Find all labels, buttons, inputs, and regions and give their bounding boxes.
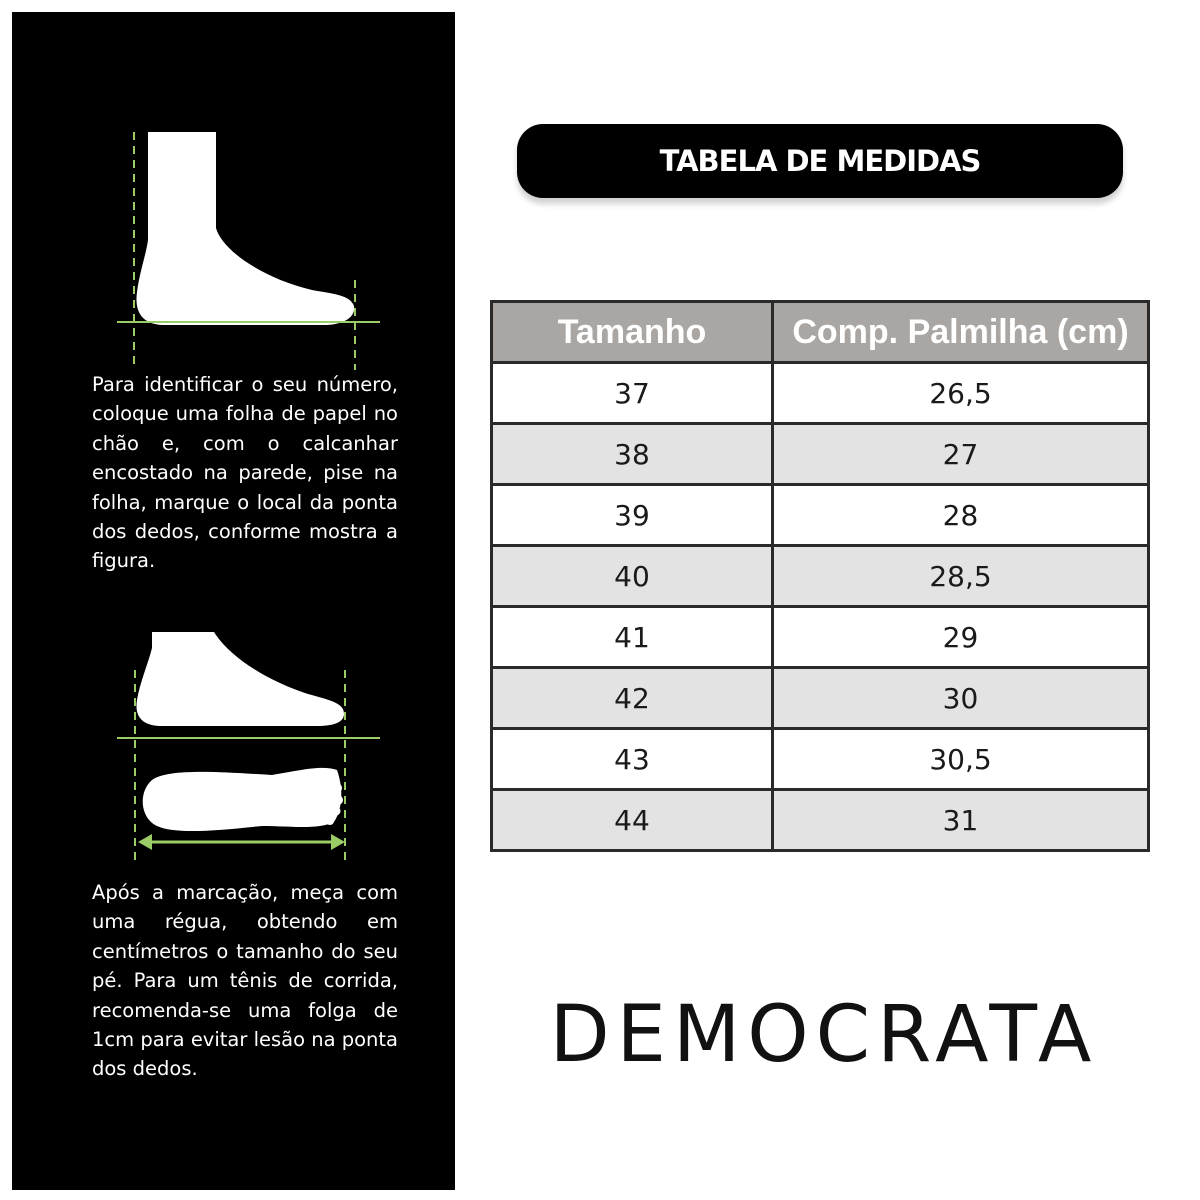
title-banner	[517, 124, 1123, 198]
table-row	[492, 607, 1149, 668]
measure-arrow-icon	[112, 630, 392, 870]
column-header-insole-length: Comp. Palmilha (cm)	[773, 302, 1149, 363]
length-cell: 30,5	[773, 729, 1149, 790]
size-table	[490, 300, 1150, 852]
length-cell: 30	[773, 668, 1149, 729]
instruction-text-1: Para identificar o seu número, coloque uma folha de papel no chão e, com o calcanhar encostado na parede, pise na folha, marque o local da ponta dos dedos, conforme mostra a figura.	[92, 373, 398, 573]
size-cell: 40	[492, 546, 773, 607]
instructions-panel	[12, 12, 455, 1190]
table-row	[492, 790, 1149, 851]
table-row	[492, 424, 1149, 485]
length-cell: 28,5	[773, 546, 1149, 607]
foot-side-icon	[112, 130, 392, 375]
table-row	[492, 546, 1149, 607]
brand-logo: DEMOCRATA	[549, 990, 1099, 1080]
column-header-size: Tamanho	[492, 302, 773, 363]
table-header-row	[492, 302, 1149, 363]
length-cell: 27	[773, 424, 1149, 485]
size-cell: 41	[492, 607, 773, 668]
page-title: TABELA DE MEDIDAS	[659, 144, 981, 178]
size-cell: 42	[492, 668, 773, 729]
length-cell: 28	[773, 485, 1149, 546]
size-cell: 37	[492, 363, 773, 424]
length-cell: 29	[773, 607, 1149, 668]
size-cell: 44	[492, 790, 773, 851]
table-row	[492, 485, 1149, 546]
length-cell: 26,5	[773, 363, 1149, 424]
length-cell: 31	[773, 790, 1149, 851]
size-cell: 39	[492, 485, 773, 546]
size-cell: 38	[492, 424, 773, 485]
table-row	[492, 363, 1149, 424]
instruction-text-2: Após a marcação, meça com uma régua, obtendo em centímetros o tamanho do seu pé. Para um tênis de corrida, recomenda-se uma folga de 1cm para evitar lesão na ponta dos dedos.	[92, 881, 399, 1081]
table-row	[492, 668, 1149, 729]
table-row	[492, 729, 1149, 790]
size-cell: 43	[492, 729, 773, 790]
